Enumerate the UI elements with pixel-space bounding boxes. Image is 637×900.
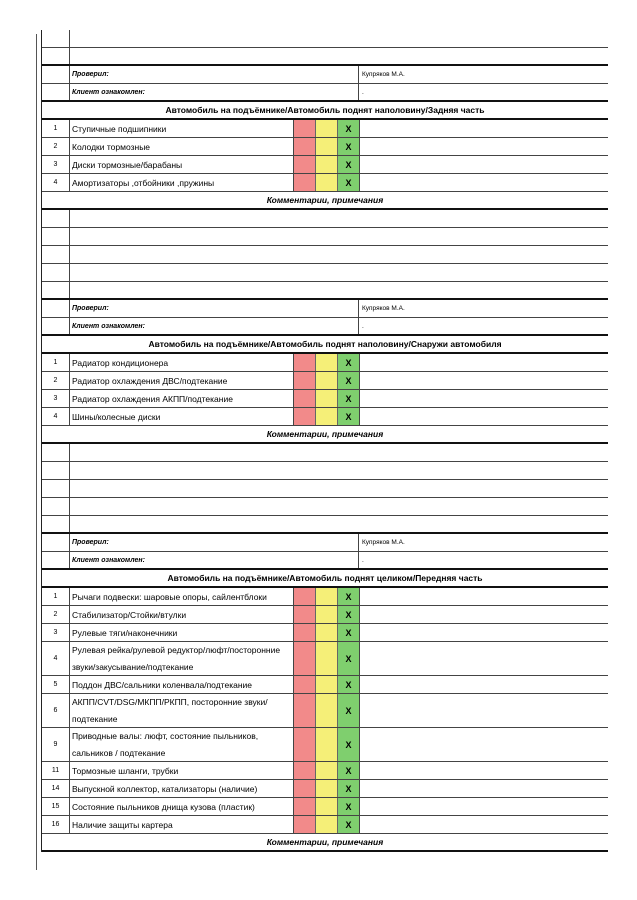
checklist-row (42, 780, 608, 798)
status-red-cell[interactable] (294, 606, 316, 623)
notes-cell (360, 798, 608, 815)
item-number: 3 (42, 624, 70, 641)
checklist-row (42, 138, 608, 156)
item-number: 1 (42, 354, 70, 371)
status-yellow-cell[interactable] (316, 390, 338, 407)
status-green-cell[interactable]: X (338, 156, 360, 173)
status-green-cell[interactable]: X (338, 174, 360, 191)
notes-cell (360, 588, 608, 605)
checked-by-value: Купряков М.А. (362, 71, 405, 78)
status-yellow-cell[interactable] (316, 728, 338, 761)
status-red-cell[interactable] (294, 676, 316, 693)
item-number: 4 (42, 642, 70, 675)
item-name: Радиатор охлаждения ДВС/подтекание (70, 372, 294, 389)
item-name: Поддон ДВС/сальники коленвала/подтекание (70, 676, 294, 693)
notes-cell (360, 676, 608, 693)
checklist-row (42, 372, 608, 390)
status-red-cell[interactable] (294, 372, 316, 389)
status-green-cell[interactable]: X (338, 138, 360, 155)
notes-cell (360, 728, 608, 761)
comments-title: Комментарии, примечания (42, 192, 608, 210)
notes-cell (360, 174, 608, 191)
comment-line[interactable] (42, 498, 608, 516)
comments-title: Комментарии, примечания (42, 834, 608, 852)
checklist-row (42, 354, 608, 372)
status-yellow-cell[interactable] (316, 408, 338, 425)
status-green-cell[interactable]: X (338, 354, 360, 371)
status-red-cell[interactable] (294, 354, 316, 371)
status-red-cell[interactable] (294, 156, 316, 173)
notes-cell (360, 372, 608, 389)
client-ack-value: . (362, 322, 364, 330)
item-number: 11 (42, 762, 70, 779)
inspection-sheet (41, 30, 608, 852)
item-name: Рулевые тяги/наконечники (70, 624, 294, 641)
status-green-cell[interactable]: X (338, 372, 360, 389)
status-red-cell[interactable] (294, 694, 316, 727)
client-ack-row (42, 552, 608, 570)
item-name: Рычаги подвески: шаровые опоры, сайлентблоки (70, 588, 294, 605)
item-name: Шины/колесные диски (70, 408, 294, 425)
status-red-cell[interactable] (294, 138, 316, 155)
checklist-row (42, 728, 608, 762)
status-yellow-cell[interactable] (316, 354, 338, 371)
item-number: 16 (42, 816, 70, 833)
status-yellow-cell[interactable] (316, 138, 338, 155)
item-number: 14 (42, 780, 70, 797)
checked-by-value: Купряков М.А. (362, 305, 405, 312)
status-red-cell[interactable] (294, 780, 316, 797)
checklist-row (42, 606, 608, 624)
notes-cell (360, 816, 608, 833)
item-name: Колодки тормозные (70, 138, 294, 155)
status-yellow-cell[interactable] (316, 120, 338, 137)
status-yellow-cell[interactable] (316, 372, 338, 389)
checklist-row (42, 816, 608, 834)
status-green-cell[interactable]: X (338, 728, 360, 761)
comment-line[interactable] (42, 228, 608, 246)
checklist-row (42, 798, 608, 816)
client-ack-row (42, 318, 608, 336)
item-number: 1 (42, 588, 70, 605)
status-red-cell[interactable] (294, 624, 316, 641)
notes-cell (360, 642, 608, 675)
status-yellow-cell[interactable] (316, 606, 338, 623)
status-red-cell[interactable] (294, 408, 316, 425)
client-ack-row (42, 84, 608, 102)
left-margin-line (36, 34, 37, 870)
status-green-cell[interactable]: X (338, 798, 360, 815)
checked-by-label: Проверил: (70, 66, 359, 83)
checklist-row (42, 694, 608, 728)
item-number: 6 (42, 694, 70, 727)
status-yellow-cell[interactable] (316, 174, 338, 191)
status-red-cell[interactable] (294, 798, 316, 815)
checklist-row (42, 174, 608, 192)
item-number: 3 (42, 156, 70, 173)
item-number: 4 (42, 174, 70, 191)
item-number: 15 (42, 798, 70, 815)
status-green-cell[interactable]: X (338, 762, 360, 779)
client-ack-value: . (362, 556, 364, 564)
notes-cell (360, 390, 608, 407)
status-red-cell[interactable] (294, 174, 316, 191)
blank-row (42, 48, 608, 66)
status-red-cell[interactable] (294, 816, 316, 833)
item-name: Приводные валы: люфт, состояние пыльников, сальников / подтекание (70, 728, 294, 761)
notes-cell (360, 156, 608, 173)
item-number: 2 (42, 372, 70, 389)
checked-by-label: Проверил: (70, 300, 359, 317)
client-ack-value: . (362, 88, 364, 96)
notes-cell (360, 354, 608, 371)
status-green-cell[interactable]: X (338, 642, 360, 675)
blank-row (42, 30, 608, 48)
status-yellow-cell[interactable] (316, 762, 338, 779)
notes-cell (360, 606, 608, 623)
item-number: 4 (42, 408, 70, 425)
status-green-cell[interactable]: X (338, 408, 360, 425)
section-title: Автомобиль на подъёмнике/Автомобиль поднят наполовину/Задняя часть (42, 102, 608, 120)
notes-cell (360, 138, 608, 155)
checklist-row (42, 588, 608, 606)
item-number: 5 (42, 676, 70, 693)
status-yellow-cell[interactable] (316, 676, 338, 693)
notes-cell (360, 694, 608, 727)
checklist-row (42, 676, 608, 694)
status-yellow-cell[interactable] (316, 642, 338, 675)
item-number: 2 (42, 138, 70, 155)
item-number: 1 (42, 120, 70, 137)
item-name: Радиатор кондиционера (70, 354, 294, 371)
comment-line[interactable] (42, 516, 608, 534)
comment-line[interactable] (42, 246, 608, 264)
status-red-cell[interactable] (294, 642, 316, 675)
client-ack-label: Клиент ознакомлен: (70, 84, 359, 100)
status-red-cell[interactable] (294, 120, 316, 137)
status-red-cell[interactable] (294, 390, 316, 407)
checked-by-row (42, 534, 608, 552)
section-title: Автомобиль на подъёмнике/Автомобиль поднят наполовину/Снаружи автомобиля (42, 336, 608, 354)
status-green-cell[interactable]: X (338, 390, 360, 407)
status-yellow-cell[interactable] (316, 588, 338, 605)
item-name: Наличие защиты картера (70, 816, 294, 833)
status-yellow-cell[interactable] (316, 780, 338, 797)
item-name: Выпускной коллектор, катализаторы (наличие) (70, 780, 294, 797)
checklist-row (42, 390, 608, 408)
notes-cell (360, 780, 608, 797)
comment-line[interactable] (42, 282, 608, 300)
checked-by-row (42, 300, 608, 318)
section-title: Автомобиль на подъёмнике/Автомобиль поднят целиком/Передняя часть (42, 570, 608, 588)
notes-cell (360, 408, 608, 425)
item-name: Состояние пыльников днища кузова (пластик) (70, 798, 294, 815)
status-green-cell[interactable]: X (338, 624, 360, 641)
item-number: 3 (42, 390, 70, 407)
status-yellow-cell[interactable] (316, 816, 338, 833)
status-green-cell[interactable]: X (338, 606, 360, 623)
client-ack-label: Клиент ознакомлен: (70, 552, 359, 568)
status-green-cell[interactable]: X (338, 588, 360, 605)
status-yellow-cell[interactable] (316, 624, 338, 641)
status-yellow-cell[interactable] (316, 798, 338, 815)
checked-by-value: Купряков М.А. (362, 539, 405, 546)
checked-by-row (42, 66, 608, 84)
status-red-cell[interactable] (294, 762, 316, 779)
status-green-cell[interactable]: X (338, 816, 360, 833)
comment-line[interactable] (42, 210, 608, 228)
status-green-cell[interactable]: X (338, 676, 360, 693)
item-name: АКПП/CVT/DSG/МКПП/РКПП, посторонние звуки/ подтекание (70, 694, 294, 727)
item-name: Рулевая рейка/рулевой редуктор/люфт/посторонние звуки/закусывание/подтекание (70, 642, 294, 675)
checklist-row (42, 120, 608, 138)
checklist-row (42, 642, 608, 676)
checked-by-label: Проверил: (70, 534, 359, 551)
item-name: Амортизаторы ,отбойники ,пружины (70, 174, 294, 191)
client-ack-label: Клиент ознакомлен: (70, 318, 359, 334)
status-red-cell[interactable] (294, 588, 316, 605)
status-green-cell[interactable]: X (338, 694, 360, 727)
status-green-cell[interactable]: X (338, 120, 360, 137)
notes-cell (360, 762, 608, 779)
item-name: Диски тормозные/барабаны (70, 156, 294, 173)
item-number: 2 (42, 606, 70, 623)
checklist-row (42, 156, 608, 174)
status-yellow-cell[interactable] (316, 156, 338, 173)
comments-title: Комментарии, примечания (42, 426, 608, 444)
comment-line[interactable] (42, 480, 608, 498)
status-red-cell[interactable] (294, 728, 316, 761)
checklist-row (42, 408, 608, 426)
item-name: Тормозные шланги, трубки (70, 762, 294, 779)
status-green-cell[interactable]: X (338, 780, 360, 797)
item-name: Радиатор охлаждения АКПП/подтекание (70, 390, 294, 407)
notes-cell (360, 624, 608, 641)
comment-line[interactable] (42, 444, 608, 462)
item-name: Стабилизатор/Стойки/втулки (70, 606, 294, 623)
status-yellow-cell[interactable] (316, 694, 338, 727)
checklist-row (42, 624, 608, 642)
comment-line[interactable] (42, 462, 608, 480)
checklist-row (42, 762, 608, 780)
item-name: Ступичные подшипники (70, 120, 294, 137)
item-number: 9 (42, 728, 70, 761)
comment-line[interactable] (42, 264, 608, 282)
notes-cell (360, 120, 608, 137)
